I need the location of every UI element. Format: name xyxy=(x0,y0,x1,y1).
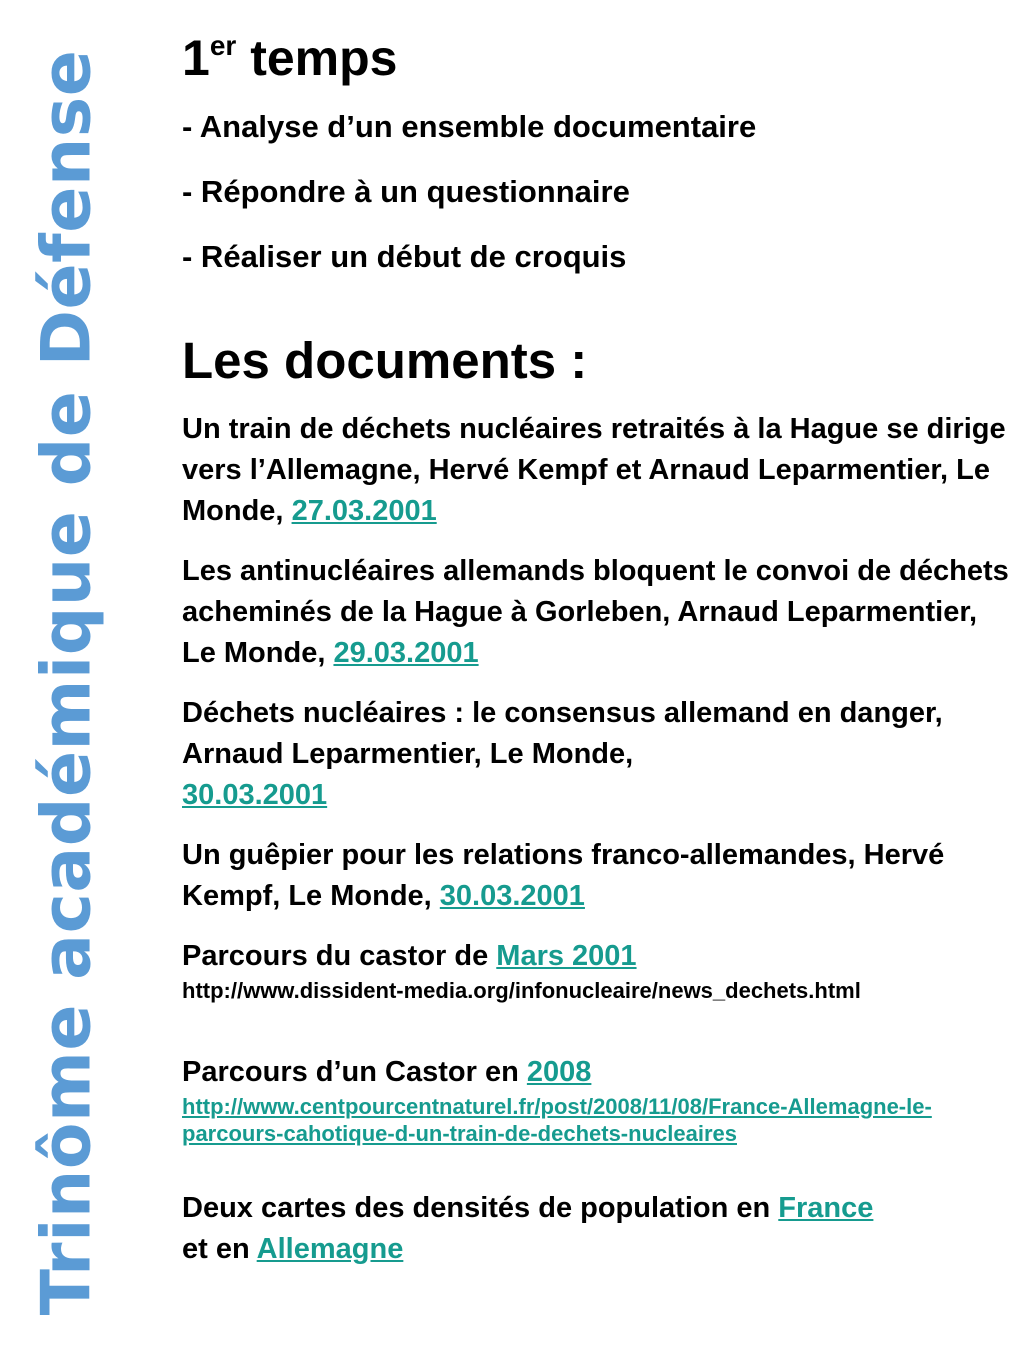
sidebar-title-text: Trinôme académique de Défense xyxy=(27,49,107,1315)
document-item-2 xyxy=(182,551,1012,674)
task-item-analyse: - Analyse d’un ensemble documentaire xyxy=(182,109,757,144)
document-item-7 xyxy=(182,1188,1012,1270)
document-4-date-link[interactable]: 30.03.2001 xyxy=(439,880,585,913)
document-3-date-link[interactable]: 30.03.2001 xyxy=(182,779,328,812)
sidebar-title xyxy=(22,49,112,1315)
temps-number: 1 xyxy=(182,30,210,86)
temps-superscript: er xyxy=(209,30,237,61)
document-5-date-link[interactable]: Mars 2001 xyxy=(496,940,637,973)
slide-content xyxy=(182,28,1012,1270)
document-7-allemagne-link[interactable]: Allemagne xyxy=(256,1233,404,1266)
task-item-croquis: - Réaliser un début de croquis xyxy=(182,239,627,274)
document-6-text: Parcours d’un Castor en xyxy=(182,1056,519,1089)
document-item-5 xyxy=(182,936,1012,1004)
document-7-france-link[interactable]: France xyxy=(778,1192,874,1225)
document-7-middle-text: et en xyxy=(182,1233,250,1266)
document-6-url-link[interactable]: http://www.centpourcentnaturel.fr/post/2008/11/08/France-Allemagne-le-parcours-cahotique-d-un-train-de-dechets-nucleaires xyxy=(182,1094,932,1147)
task-item-questionnaire: - Répondre à un questionnaire xyxy=(182,174,630,209)
document-item-1 xyxy=(182,409,1012,532)
document-item-6 xyxy=(182,1052,1012,1147)
document-3-text: Déchets nucléaires : le consensus allemand en danger, Arnaud Leparmentier, Le Monde, xyxy=(182,697,943,771)
document-4-text: Un guêpier pour les relations franco-allemandes, Hervé Kempf, Le Monde, xyxy=(182,839,945,913)
document-1-date-link[interactable]: 27.03.2001 xyxy=(291,495,437,528)
document-6-date-link[interactable]: 2008 xyxy=(526,1056,592,1089)
document-item-4 xyxy=(182,835,1012,917)
documents-heading: Les documents : xyxy=(182,332,588,389)
document-5-url: http://www.dissident-media.org/infonucleaire/news_dechets.html xyxy=(182,978,861,1004)
temps-word: temps xyxy=(250,30,398,86)
document-5-text: Parcours du castor de xyxy=(182,940,489,973)
document-7-text: Deux cartes des densités de population en xyxy=(182,1192,771,1225)
document-2-date-link[interactable]: 29.03.2001 xyxy=(333,637,479,670)
section-title-temps xyxy=(182,28,1012,88)
document-2-text: Les antinucléaires allemands bloquent le convoi de déchets acheminés de la Hague à Gorleben, Arnaud Leparmentier, Le Monde, xyxy=(182,555,1009,670)
document-item-3 xyxy=(182,693,1012,816)
document-1-text: Un train de déchets nucléaires retraités à la Hague se dirige vers l’Allemagne, Hervé Kempf et Arnaud Leparmentier, Le Monde, xyxy=(182,413,1006,528)
